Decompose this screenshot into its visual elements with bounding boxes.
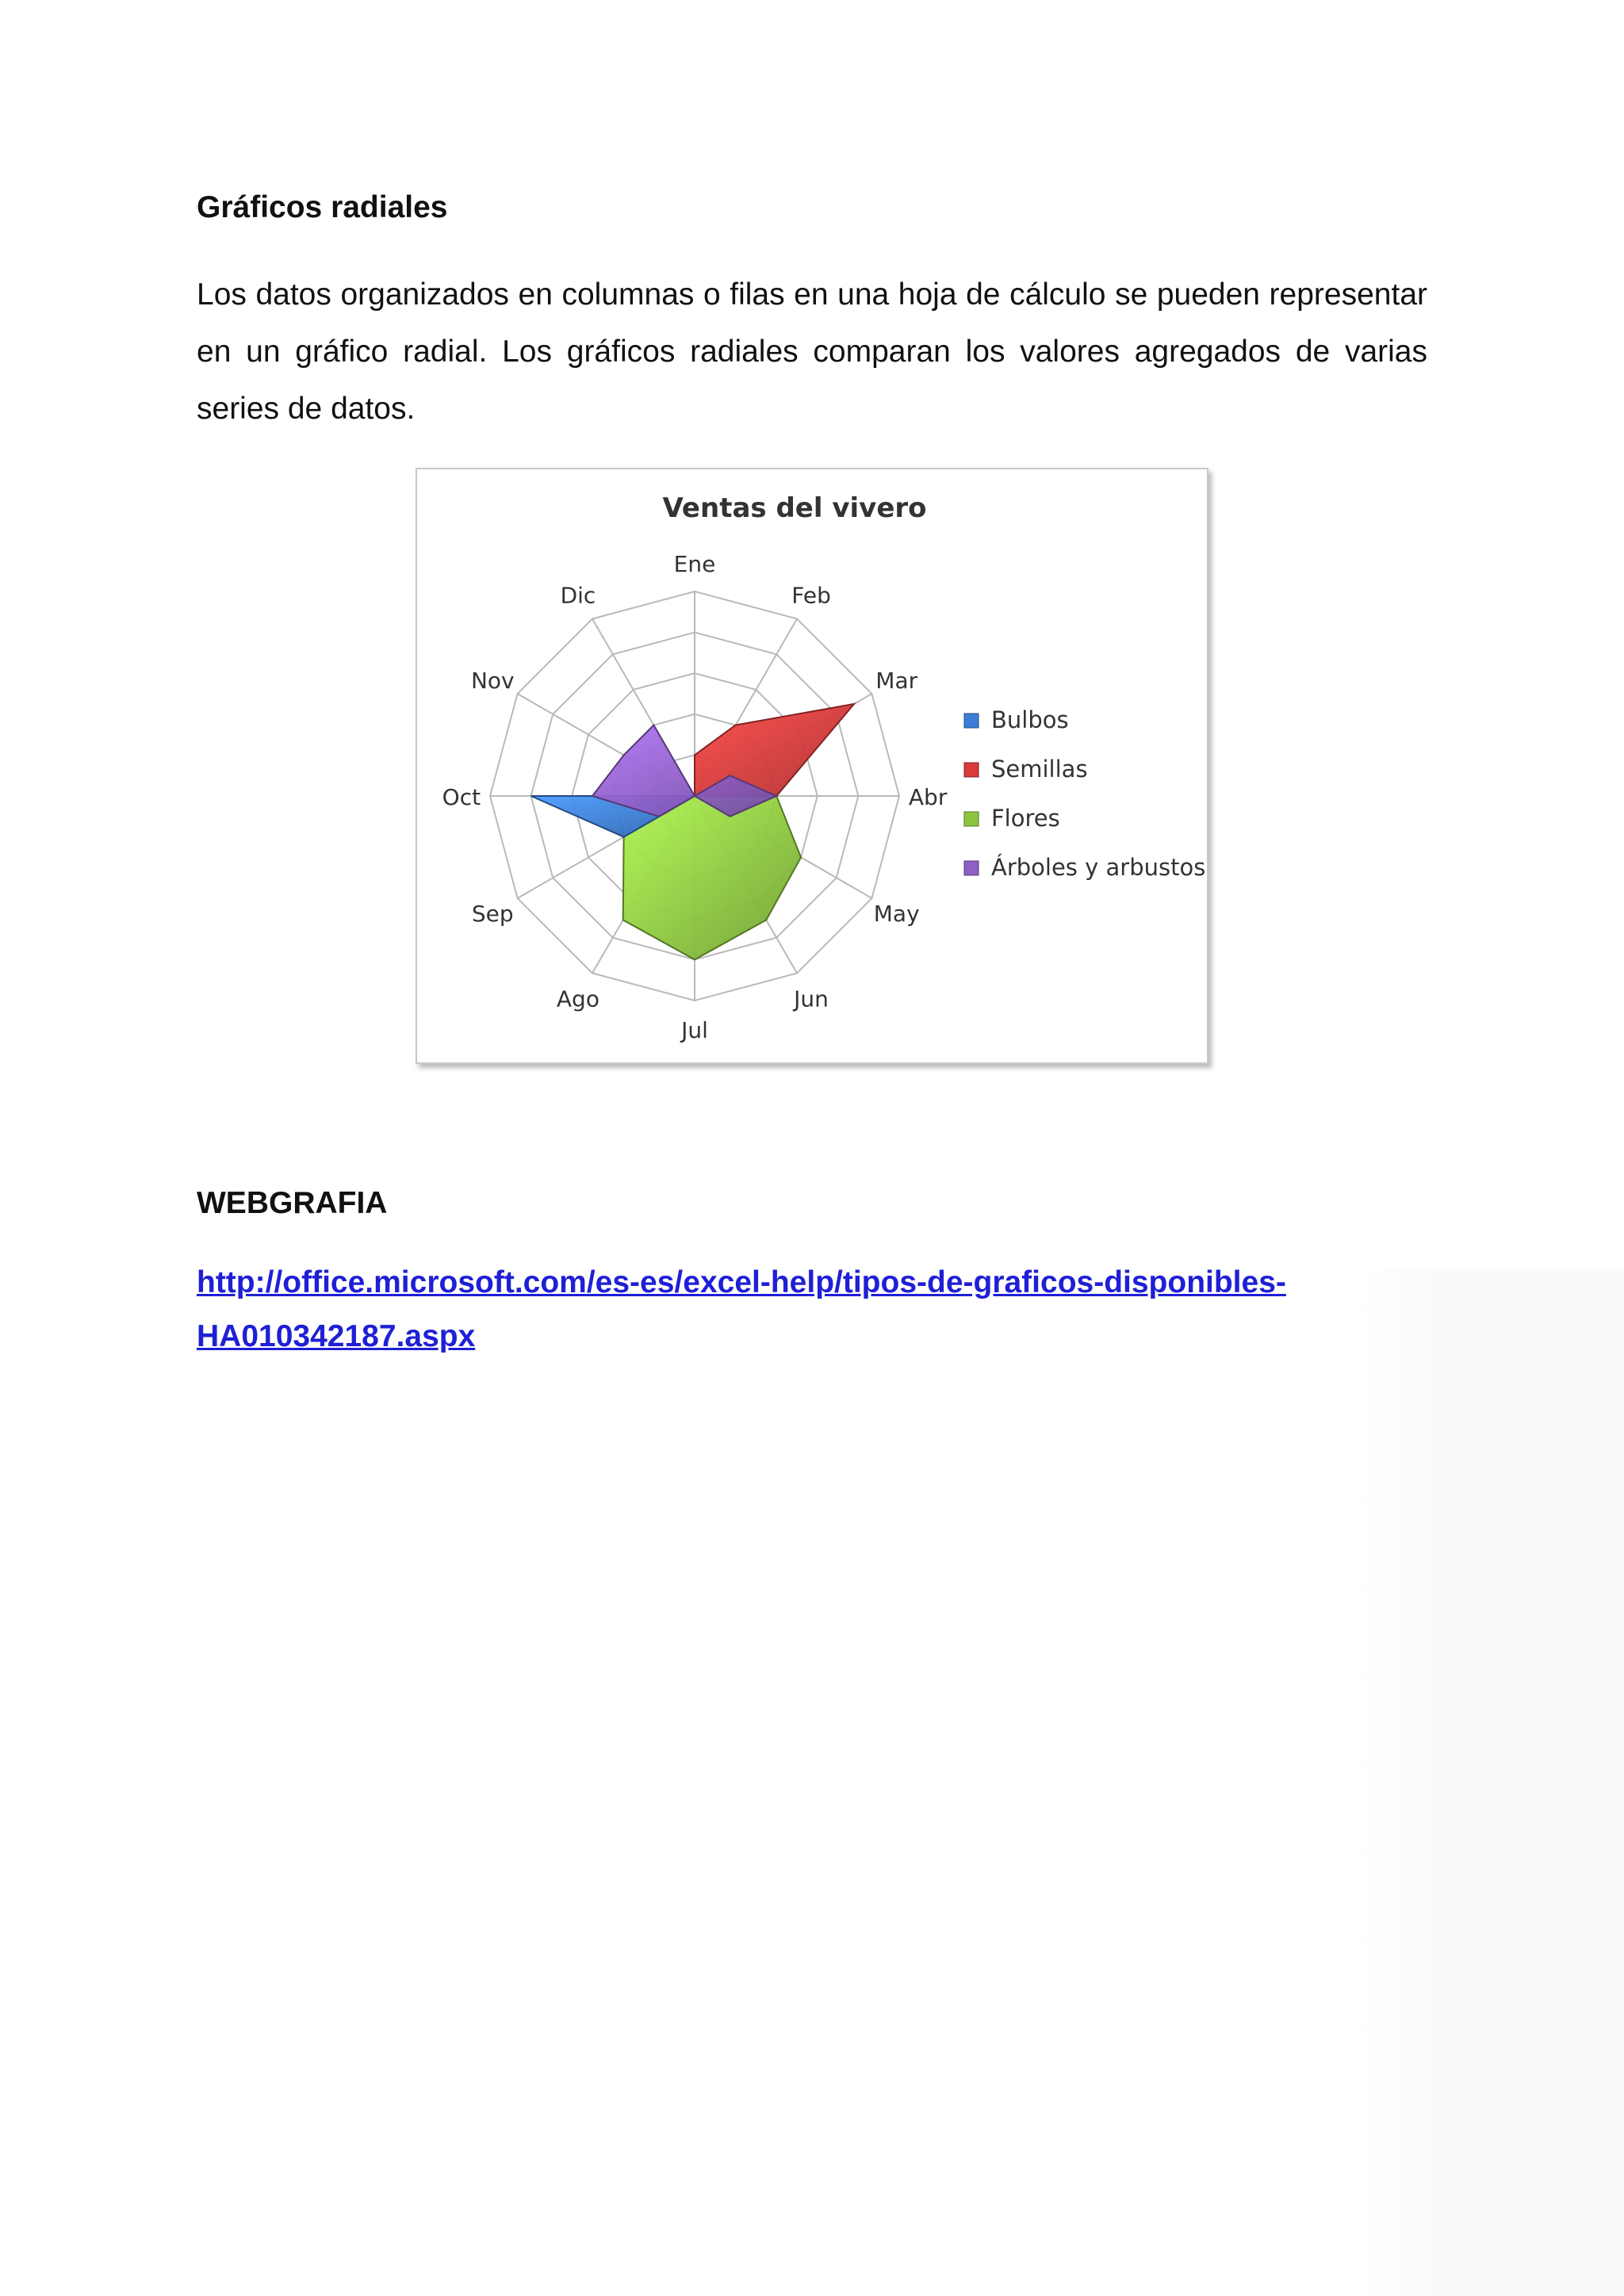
category-label: Dic bbox=[560, 582, 596, 609]
radar-chart-svg bbox=[417, 469, 1207, 1062]
category-label: Oct bbox=[442, 784, 481, 810]
legend-label: Flores bbox=[991, 805, 1060, 832]
chart-title: Ventas del vivero bbox=[662, 492, 927, 524]
webgrafia-link-line1[interactable]: http://office.microsoft.com/es-es/excel-help/tipos-de-graficos-disponibles- bbox=[197, 1265, 1286, 1299]
category-label: Ene bbox=[673, 550, 716, 577]
legend-label: Bulbos bbox=[991, 706, 1069, 733]
category-label: Sep bbox=[471, 901, 514, 928]
category-label: Feb bbox=[791, 582, 831, 609]
radar-chart bbox=[416, 468, 1208, 1064]
category-label: May bbox=[873, 901, 920, 928]
category-label: Mar bbox=[875, 667, 918, 694]
category-label: Abr bbox=[908, 784, 948, 810]
webgrafia-link[interactable] bbox=[197, 1256, 1434, 1364]
legend-swatch bbox=[964, 714, 979, 728]
section-paragraph: Los datos organizados en columnas o filas en una hoja de cálculo se pueden representar en un gráfico radial. Los gráficos radiales comparan los valores agregados de varias series de datos. bbox=[197, 277, 1427, 426]
category-label: Jul bbox=[681, 1017, 708, 1044]
webgrafia-link-line2[interactable]: HA010342187.aspx bbox=[197, 1319, 476, 1353]
legend-label: Árboles y arbustos bbox=[991, 854, 1206, 881]
category-label: Jun bbox=[794, 985, 829, 1012]
legend-label: Semillas bbox=[991, 756, 1088, 783]
section-heading: Gráficos radiales bbox=[197, 190, 448, 224]
category-label: Ago bbox=[556, 985, 599, 1012]
webgrafia-heading: WEBGRAFIA bbox=[197, 1186, 388, 1220]
legend-swatch bbox=[964, 812, 979, 826]
page-shade bbox=[1358, 1269, 1624, 2296]
legend-swatch bbox=[964, 763, 979, 777]
legend-swatch bbox=[964, 861, 979, 875]
category-label: Nov bbox=[470, 667, 515, 694]
